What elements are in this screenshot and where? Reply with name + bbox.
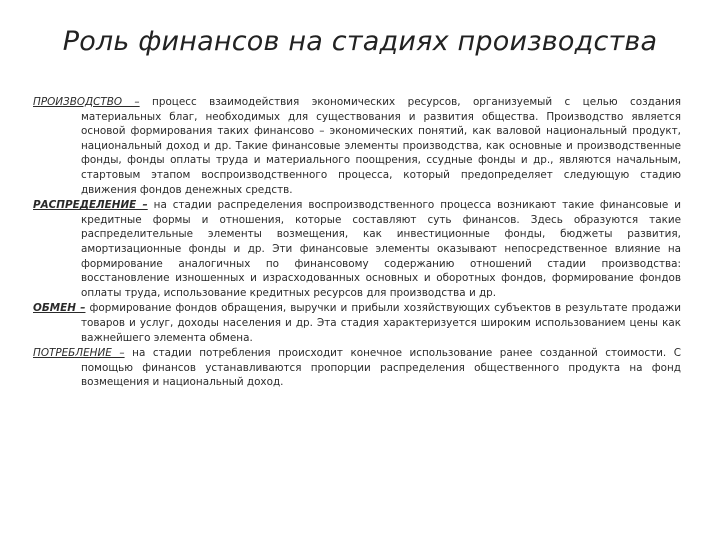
paragraph-exchange	[33, 301, 681, 345]
definition-distribution: на стадии распределения воспроизводственного процесса возникают такие финансовые и кредитные формы и отношения, которые составляют суть финансов. Здесь образуются такие распределительные элементы возмещения, как инвестиционные фонды, бюджеты развития, амортизационные фонды и др. Эти финансовые элементы оказывают непосредственное влияние на формирование аналогичных по финансовому содержанию отношений стадии производства: восстановление изношенных и израсходованных основных и оборотных фондов, формирование фондов оплаты труда, использование кредитных ресурсов для производства и др.	[81, 199, 681, 299]
paragraph-consumption	[33, 346, 681, 390]
definition-exchange: формирование фондов обращения, выручки и прибыли хозяйствующих субъектов в результате продажи товаров и услуг, доходы населения и др. Эта стадия характеризуется широким использованием цены как важнейшего элемента обмена.	[81, 302, 681, 344]
paragraph-distribution	[33, 198, 681, 300]
term-exchange: ОБМЕН –	[33, 302, 86, 315]
term-production: ПРОИЗВОДСТВО –	[33, 96, 140, 108]
term-consumption: ПОТРЕБЛЕНИЕ –	[33, 347, 125, 360]
slide-body	[33, 95, 681, 391]
definition-production: процесс взаимодействия экономических ресурсов, организуемый с целью создания материальных благ, необходимых для существования и развития общества. Производство является основой формирования таких финансово – экономических понятий, как валовой национальный продукт, национальный доход и др. Такие финансовые элементы производства, как основные и производственные фонды, фонды оплаты труда и материального поощрения, ссудные фонды и др., являются начальным, стартовым этапом воспроизводственного процесса, который предопределяет следующую стадию движения фондов денежных средств.	[81, 96, 681, 196]
definition-consumption: на стадии потребления происходит конечное использование ранее созданной стоимости. С помощью финансов устанавливаются пропорции распределения общественного продукта на фонд возмещения и национальный доход.	[81, 347, 682, 389]
term-distribution: РАСПРЕДЕЛЕНИЕ –	[33, 199, 148, 212]
slide-title: Роль финансов на стадиях производства	[62, 26, 658, 57]
paragraph-production	[33, 95, 681, 197]
